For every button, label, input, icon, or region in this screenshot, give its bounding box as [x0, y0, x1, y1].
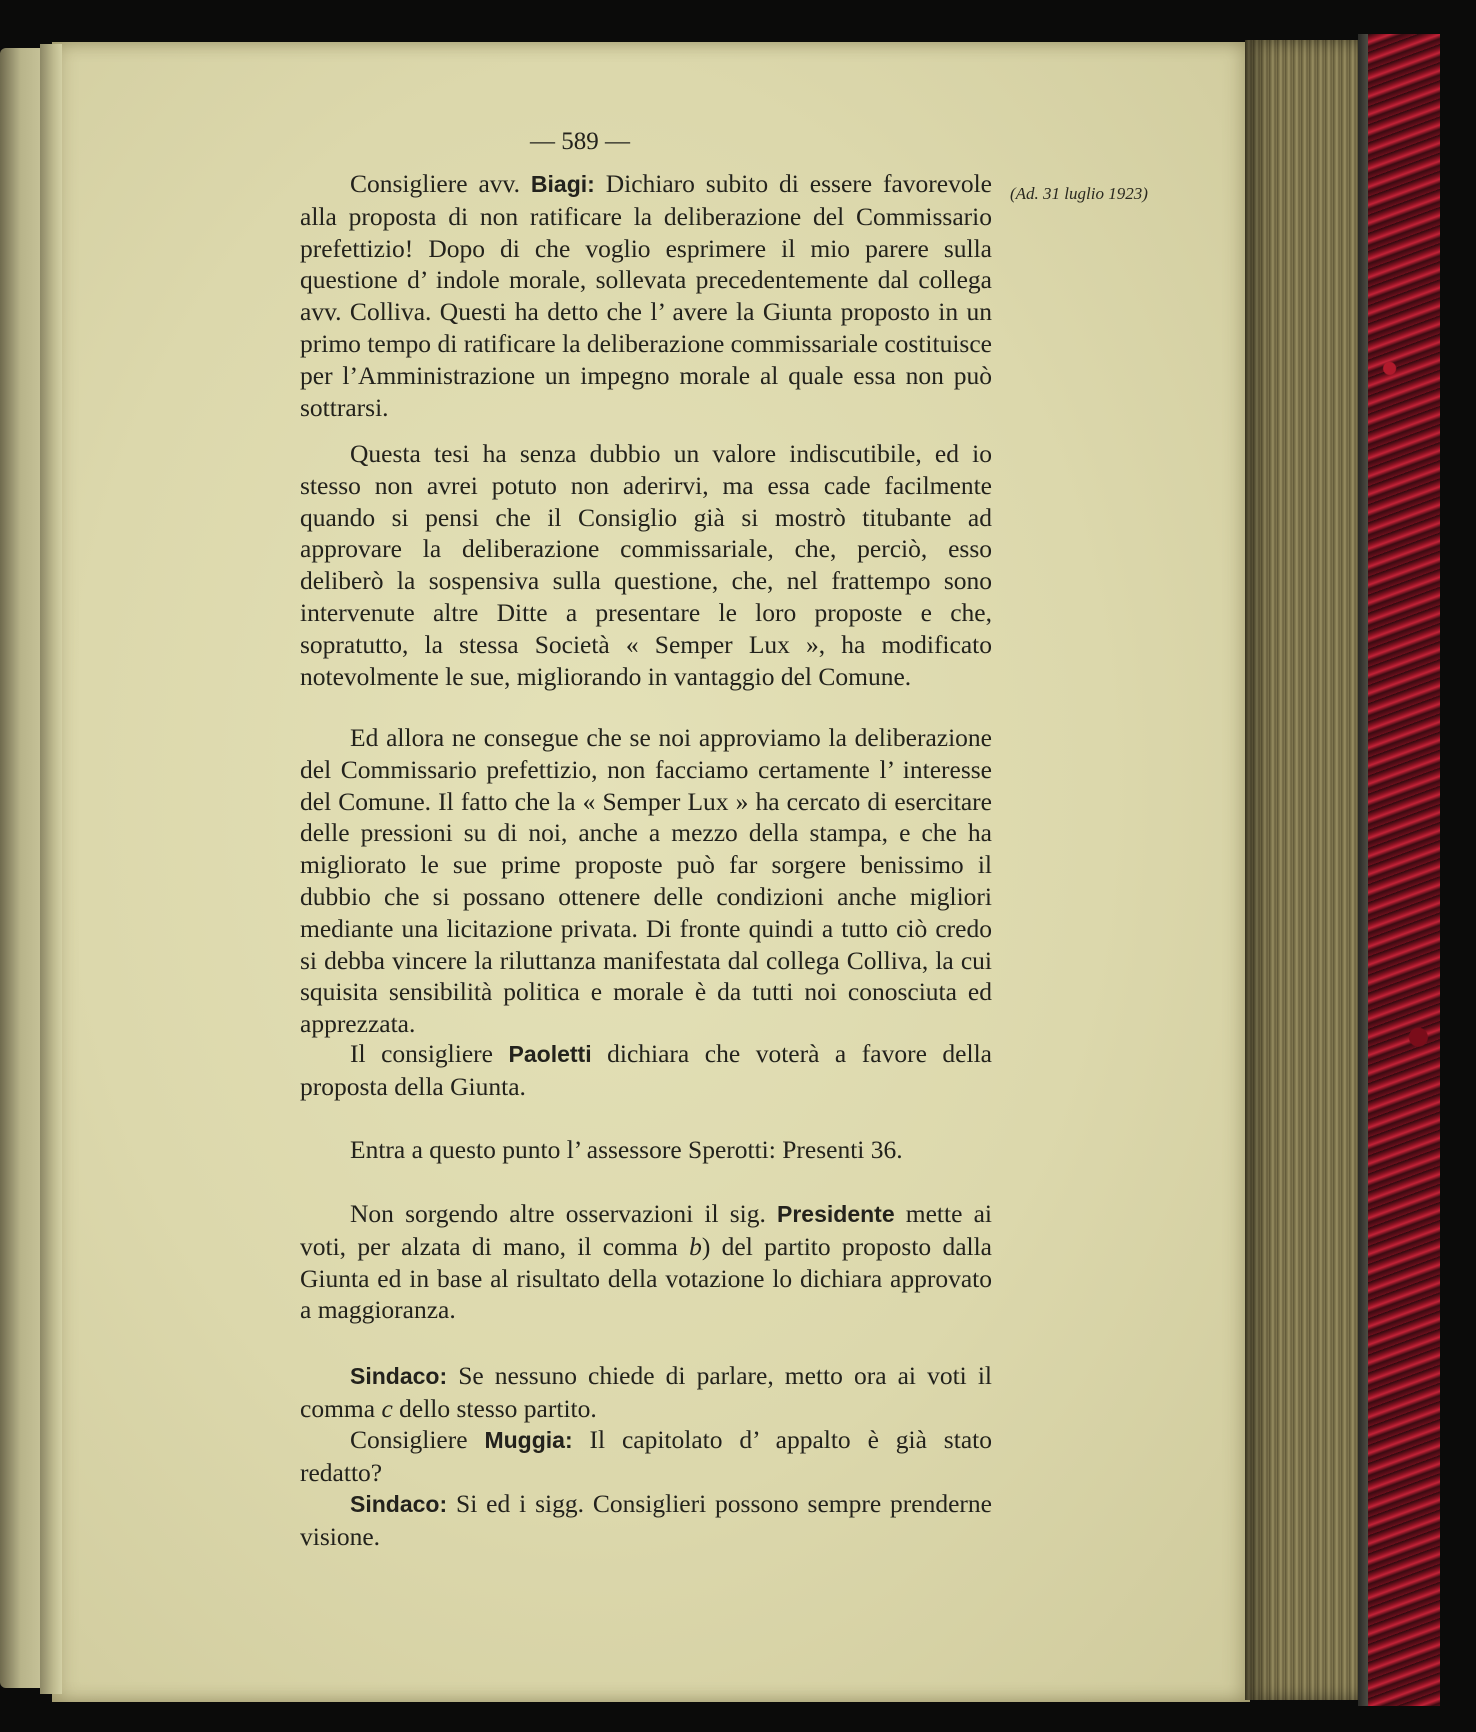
speaker-name: Muggia: — [484, 1427, 573, 1453]
comma-letter: b — [689, 1231, 702, 1261]
speaker-name: Presidente — [777, 1201, 895, 1227]
paragraph-muggia — [300, 1424, 992, 1489]
paragraph-paoletti — [300, 1038, 992, 1103]
comma-letter: c — [381, 1393, 393, 1423]
paragraph-sperotti — [300, 1134, 992, 1166]
paragraph-text: Entra a questo punto l’ assessore Sperotti: Presenti 36. — [350, 1135, 903, 1164]
paragraph-sindaco-1 — [300, 1360, 992, 1425]
speaker-prefix: Il consigliere — [350, 1039, 509, 1068]
marbled-cover — [1368, 34, 1440, 1706]
page-number: — 589 — — [530, 128, 630, 155]
paragraph-text: Se nessuno chiede di parlare, metto ora ai voti il comma — [300, 1361, 992, 1423]
page-gutter — [40, 44, 62, 1694]
speaker-name: Paoletti — [508, 1041, 592, 1067]
page-block-edges — [1245, 40, 1370, 1700]
paragraph-text: Ed allora ne consegue che se noi approviamo la deliberazione del Commissario prefettizio, non facciamo certamente l’ interesse del Comune. Il fatto che la « Semper Lux » ha cercato di esercitare delle pressioni su di noi, anche a mezzo della stampa, e che ha migliorato le sue prime proposte può far sorgere benissimo il dubbio che si possano ottenere delle condizioni anche migliori mediante una licitazione privata. Di fronte quindi a tutto ciò credo si debba vincere la riluttanza manifestata dal collega Colliva, la cui squisita sensibilità politica e morale è da tutti noi conosciuta ed apprezzata. — [300, 723, 992, 1039]
paragraph-text: Dichiaro subito di essere favorevole alla proposta di non ratificare la deliberazione del Commissario prefettizio! Dopo di che voglio esprimere il mio parere sulla questione d’ indole morale, sollevata precedentemente dal collega avv. Colliva. Questi ha detto che l’ avere la Giunta proposto in un primo tempo di ratificare la deliberazione commissariale costituisce per l’Amministrazione un impegno morale al quale essa non può sottrarsi. — [300, 169, 992, 422]
paragraph-text: dello stesso partito. — [392, 1393, 597, 1423]
paragraph-sindaco-2 — [300, 1488, 992, 1553]
speaker-name: Biagi: — [530, 171, 595, 197]
paragraph-text: Si ed i sigg. Consiglieri possono sempre prenderne visione. — [300, 1489, 992, 1551]
paragraph-ed-allora — [300, 722, 992, 1040]
paragraph-text: ) del partito proposto dalla Giunta ed in base al risultato della votazione lo dichiara approvato a maggioranza. — [300, 1231, 992, 1325]
paragraph-text: Questa tesi ha senza dubbio un valore indiscutibile, ed io stesso non avrei potuto non aderirvi, ma essa cade facilmente quando si pensi che il Consiglio già si mostrò titubante ad approvare la deliberazione commissariale, che, perciò, esso deliberò la sospensiva sulla questione, che, nel frattempo sono intervenute altre Ditte a presentare le loro proposte e che, sopratutto, la stessa Società « Semper Lux », ha modificato notevolmente le sue, migliorando in vantaggio del Comune. — [300, 439, 992, 691]
paragraph-text: Il capitolato d’ appalto è già stato redatto? — [300, 1425, 992, 1487]
paragraph-presidente — [300, 1198, 992, 1326]
paragraph-questa-tesi — [300, 438, 992, 692]
paragraph-text: mette ai voti, per alzata di mano, il comma — [300, 1199, 992, 1261]
margin-date-note: (Ad. 31 luglio 1923) — [1010, 184, 1148, 203]
speaker-prefix: Consigliere — [350, 1425, 485, 1454]
paragraph-biagi — [300, 168, 992, 423]
speaker-prefix: Non sorgendo altre osservazioni il sig. — [350, 1199, 777, 1228]
speaker-prefix: Consigliere avv. — [350, 169, 531, 198]
speaker-name: Sindaco: — [350, 1363, 448, 1389]
speaker-name: Sindaco: — [350, 1491, 448, 1517]
paragraph-text: dichiara che voterà a favore della proposta della Giunta. — [300, 1039, 992, 1101]
